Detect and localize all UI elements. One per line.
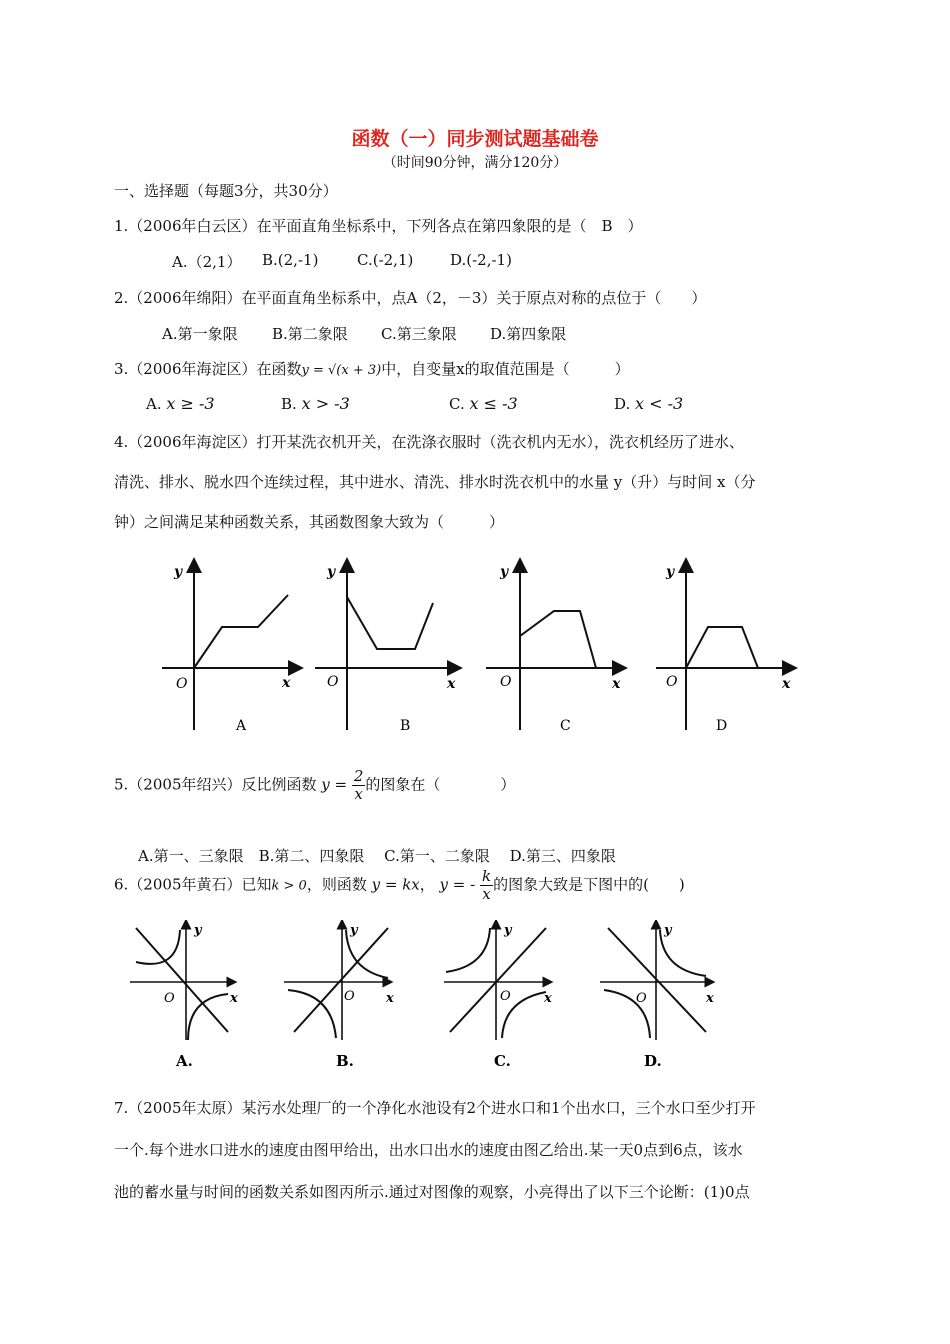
q6-stem-mid: ，则函数	[306, 875, 367, 894]
q6-graph-c	[444, 923, 552, 1070]
page-subtitle: （时间90分钟，满分120分）	[382, 155, 568, 171]
q5-stem-post: 的图象在（ ）	[365, 775, 516, 794]
q6-function-1: y = kx	[371, 875, 420, 894]
q2-option-a: A.第一象限	[162, 325, 238, 343]
hyperbola-branch-upper	[446, 928, 490, 972]
origin-label: O	[636, 991, 647, 1006]
axis-label-x: x	[706, 991, 714, 1006]
axis-label-y: y	[664, 923, 672, 938]
origin-label: O	[176, 676, 188, 692]
axis-label-y: y	[504, 923, 512, 938]
origin-label: O	[500, 674, 512, 690]
question-7-line-3: 池的蓄水量与时间的函数关系如图丙所示.通过对图像的观察，小亮得出了以下三个论断：(1)0点	[114, 1183, 750, 1201]
q2-option-d: D.第四象限	[490, 325, 567, 343]
q5-fraction: $\frac{2}{x}$	[353, 767, 364, 803]
graph-label-c: C	[560, 718, 571, 734]
curve	[686, 627, 758, 668]
q6-stem-pre: 6.（2005年黄石）已知	[114, 875, 272, 894]
q6-stem-post: 的图象大致是下图中的( )	[493, 875, 685, 894]
page-title: 函数（一）同步测试题基础卷	[351, 128, 599, 150]
axis-label-y: y	[194, 923, 202, 938]
q4-graph-d	[656, 564, 791, 734]
curve	[520, 611, 596, 668]
origin-label: O	[666, 674, 678, 690]
question-3-stem	[114, 358, 630, 379]
hyperbola-branch-lower	[188, 994, 228, 1040]
q3-formula: y = √(x + 3)	[301, 363, 382, 378]
q3-option-a: A. x ≥ -3	[146, 394, 215, 413]
q6-graph-d	[600, 923, 714, 1070]
question-1-stem: 1.（2006年白云区）在平面直角坐标系中，下列各点在第四象限的是（ B ）	[114, 217, 643, 235]
axis-label-y: y	[500, 564, 509, 580]
curve	[347, 597, 433, 649]
q1-option-d: D.(-2,-1)	[450, 251, 512, 269]
question-4-line-1: 4.（2006年海淀区）打开某洗衣机开关，在洗涤衣服时（洗衣机内无水），洗衣机经历了进水、	[114, 433, 744, 451]
origin-label: O	[344, 989, 355, 1004]
question-7-line-1: 7.（2005年太原）某污水处理厂的一个净化水池设有2个进水口和1个出水口，三个水口至少打开	[114, 1099, 756, 1117]
graph-label-b: B.	[336, 1052, 354, 1070]
question-5-stem	[114, 768, 515, 803]
q6-graphs	[122, 920, 742, 1075]
q5-stem-pre: 5.（2005年绍兴）反比例函数	[114, 775, 317, 794]
q4-graph-b	[315, 564, 456, 734]
question-6-stem	[114, 868, 685, 903]
curve	[194, 595, 288, 668]
question-7-line-2: 一个.每个进水口进水的速度由图甲给出，出水口出水的速度由图乙给出.某一天0点到6点，该水	[114, 1141, 743, 1159]
q6-graph-b	[284, 923, 394, 1070]
axis-label-x: x	[447, 676, 456, 692]
axis-label-x: x	[544, 991, 552, 1006]
graph-label-a: A.	[176, 1052, 193, 1070]
q3-option-b: B. x > -3	[281, 394, 350, 413]
origin-label: O	[164, 991, 175, 1006]
q6-graph-a	[130, 923, 238, 1070]
line-graph	[608, 928, 706, 1032]
axis-label-y: y	[350, 923, 358, 938]
q3-option-c: C. x ≤ -3	[449, 394, 518, 413]
origin-label: O	[500, 989, 511, 1004]
question-2-stem: 2.（2006年绵阳）在平面直角坐标系中，点A（2，－3）关于原点对称的点位于（ ）	[114, 289, 707, 307]
axis-label-x: x	[386, 991, 394, 1006]
graph-label-b: B	[400, 718, 411, 734]
question-4-line-3: 钟）之间满足某种函数关系，其函数图象大致为（ ）	[114, 513, 505, 531]
q3-stem-post: 中，自变量x的取值范围是（ ）	[381, 360, 630, 378]
q3-option-d: D. x < -3	[614, 394, 684, 413]
q3-stem-pre: 3.（2006年海淀区）在函数	[114, 360, 302, 378]
axis-label-y: y	[666, 564, 675, 580]
q6-separator: ，	[419, 875, 435, 894]
q1-option-b: B.(2,-1)	[262, 251, 319, 269]
axis-label-x: x	[282, 675, 291, 691]
axis-label-x: x	[612, 676, 621, 692]
q1-option-c: C.(-2,1)	[357, 251, 414, 269]
line-graph	[294, 928, 388, 1032]
q1-option-a: A.（2,1）	[172, 253, 242, 271]
q4-graphs	[150, 555, 810, 740]
q4-graph-c	[486, 564, 621, 734]
axis-label-x: x	[782, 676, 791, 692]
section-heading: 一、选择题（每题3分，共30分）	[114, 182, 338, 200]
graph-label-c: C.	[494, 1052, 511, 1070]
axis-label-y: y	[174, 564, 183, 580]
origin-label: O	[327, 674, 339, 690]
q6-function-2-lhs: y = -	[439, 875, 476, 894]
line-graph	[136, 928, 228, 1032]
q6-condition: k > 0	[271, 878, 307, 894]
graph-label-a: A	[236, 718, 247, 734]
graph-label-d: D.	[644, 1052, 662, 1070]
graph-label-d: D	[716, 718, 728, 734]
axis-label-x: x	[230, 991, 238, 1006]
q6-fraction: $\frac{k}{x}$	[481, 867, 492, 903]
question-4-line-2: 清洗、排水、脱水四个连续过程，其中进水、清洗、排水时洗衣机中的水量 y（升）与时间 x（分	[114, 473, 756, 491]
q2-option-c: C.第三象限	[381, 325, 457, 343]
q5-options: A.第一、三象限 B.第二、四象限 C.第一、二象限 D.第三、四象限	[138, 847, 616, 865]
q2-option-b: B.第二象限	[272, 325, 348, 343]
line-graph	[450, 928, 546, 1032]
q5-lhs: y =	[321, 775, 348, 794]
axis-label-y: y	[327, 564, 336, 580]
q4-graph-a	[162, 564, 296, 734]
